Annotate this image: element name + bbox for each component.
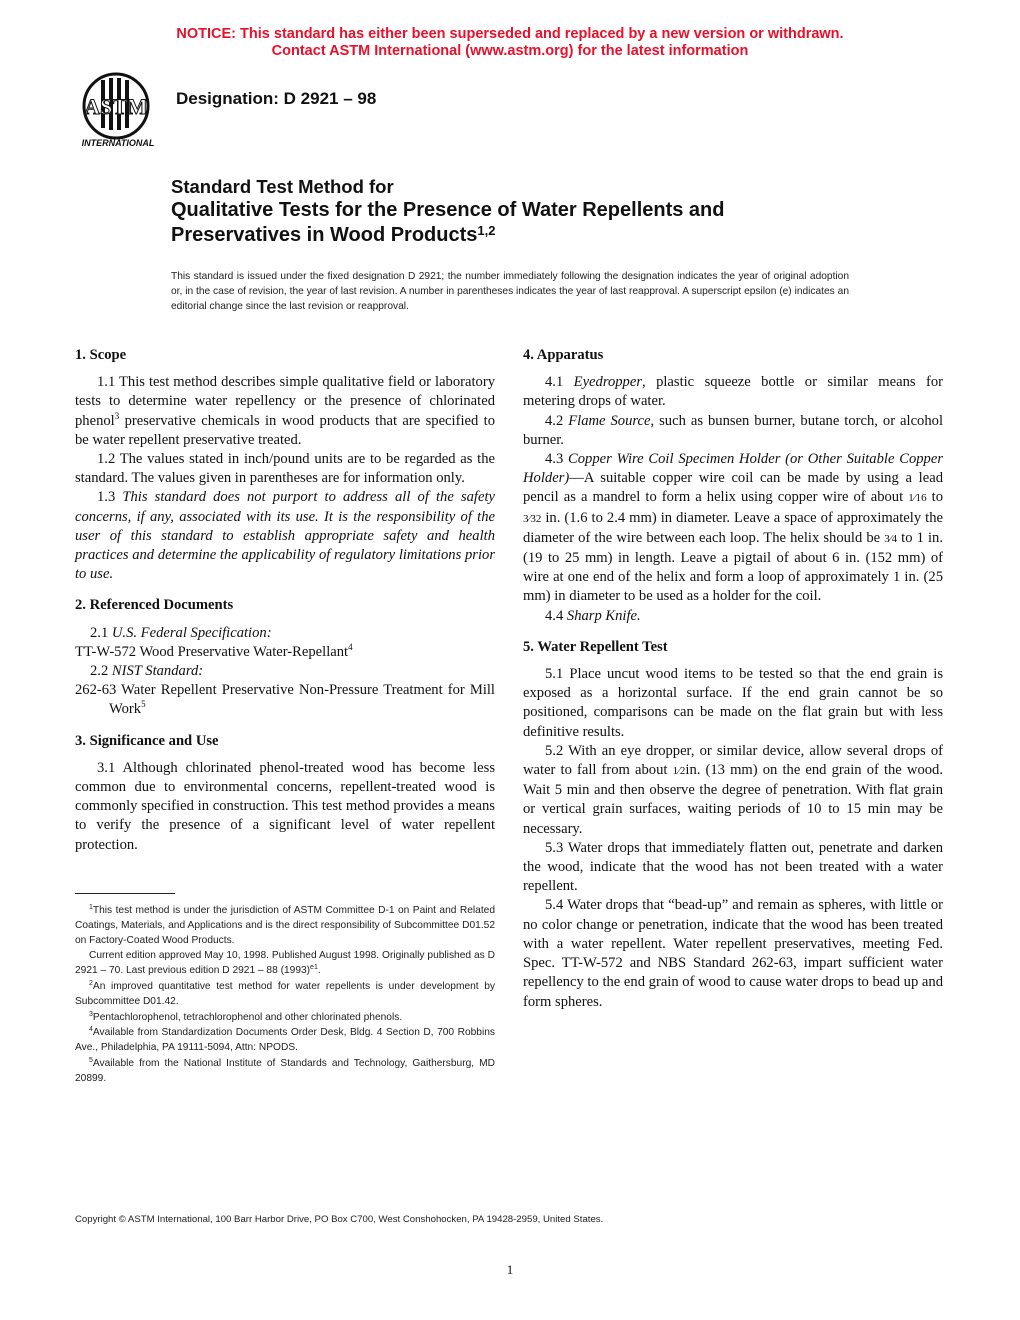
para-5-4: 5.4 Water drops that “bead-up” and remain as spheres, with little or no color change or penetration, indicate that the wood has been treated with a water repellent. Water repellent preservatives, meeting Fed. Spec. TT-W-572 and NBS Standard 262-63, impart sufficient water repellency to the end grain of wood to cause water drops to bead up and form spheres. — [523, 897, 943, 1010]
section-referenced-heading: 2. Referenced Documents — [75, 597, 234, 614]
para-5-2: 5.2 With an eye dropper, or similar device, allow several drops of water to fall from about 1⁄2in. (13 mm) on the end grain of the wood. Wait 5 min and then observe the degree of penetration. With flat grain or vertical grain surfaces, waiting periods of 10 to 15 min may be necessary. — [523, 742, 943, 837]
footnote-5: $^5$Available from the National Institute of Standards and Technology, Gaithersburg, MD 20899. — [75, 1056, 495, 1084]
page-number: 1 — [506, 1262, 514, 1277]
notice-line-1: NOTICE: This standard has either been superseded and replaced by a new version or withdrawn. — [176, 26, 844, 42]
section-water-test-heading: 5. Water Repellent Test — [523, 638, 668, 655]
section-significance-heading: 3. Significance and Use — [75, 732, 219, 749]
footnote-2: $^2$An improved quantitative test method for water repellents is under development by Subcommittee D01.42. — [75, 979, 495, 1007]
footnote-1: $^1$This test method is under the jurisdiction of ASTM Committee D-1 on Paint and Related Coatings, Materials, and Applications and is the direct responsibility of Subcommittee D01.52 on Factory-Coated Wood Products. — [75, 904, 495, 946]
para-1-3: 1.3 This standard does not purport to address all of the safety concerns, if any, associated with its use. It is the responsibility of the user of this standard to establish appropriate safety and health practices and determine the applicability of regulatory limitations prior to use. — [75, 489, 495, 583]
para-5-1: 5.1 Place uncut wood items to be tested so that the end grain is exposed as a horizontal surface. If the end grain cannot be so positioned, comparisons can be made on the flat grain but with less definitive results. — [523, 666, 943, 740]
footnote-4: $^4$Available from Standardization Documents Order Desk, Bldg. 4 Section D, 700 Robbins Ave., Philadelphia, PA 19111-5094, Attn: NPODS. — [75, 1026, 495, 1054]
ref-item-262-63: 262-63 Water Repellent Preservative Non-Pressure Treatment for Mill Work$^5$ — [75, 682, 495, 718]
section-scope-heading: 1. Scope — [75, 347, 127, 363]
para-4-1: 4.1 Eyedropper, plastic squeeze bottle or similar means for metering drops of water. — [523, 374, 943, 410]
svg-text:ASTM: ASTM — [84, 94, 148, 119]
logo-label: INTERNATIONAL — [81, 138, 155, 148]
para-5-3: 5.3 Water drops that immediately flatten out, penetrate and darken the wood, indicate that the wood has not been treated with a water repellent. — [523, 839, 943, 895]
para-1-1: 1.1 This test method describes simple qualitative field or laboratory tests to determine water repellency or the presence of chlorinated phenol$^3$ preservative chemicals in wood products that are specified to be water repellent preservative treated. — [75, 374, 495, 448]
para-1-2: 1.2 The values stated in inch/pound units are to be regarded as the standard. The values given in parentheses are for information only. — [75, 451, 495, 487]
ref-item-tt-w-572: TT-W-572 Wood Preservative Water-Repellant$^4$ — [75, 641, 353, 660]
notice-line-2: Contact ASTM International (www.astm.org) for the latest information — [271, 43, 749, 59]
para-4-3: 4.3 Copper Wire Coil Specimen Holder (or Other Suitable Copper Holder)—A suitable copper wire coil can be made by using a lead pencil as a mandrel to form a helix using copper wire of about 1⁄16 to 3⁄32 in. (1.6 to 2.4 mm) in diameter. Leave a space of approximately the diameter of the wire between each loop. The helix should be 3⁄4 to 1 in. (19 to 25 mm) in length. Leave a pigtail of about 6 in. (152 mm) of wire at one end of the helix and form a loop of approximately 1 in. (25 mm) in diameter to be used as a holder for the coil. — [523, 451, 944, 605]
title-footnote-marks: 1,2 — [477, 223, 496, 238]
astm-logo-icon — [76, 72, 160, 148]
section-apparatus-heading: 4. Apparatus — [523, 347, 604, 363]
footnote-1-edition: Current edition approved May 10, 1998. Published August 1998. Originally published as D 2921 – 70. Last previous edition D 2921 – 88 $(1993)^{e1}$. — [75, 950, 495, 977]
title-line-2-text: Preservatives in Wood Products — [171, 224, 478, 246]
footnote-divider — [75, 893, 175, 894]
ref-2-1: 2.1 U.S. Federal Specification: — [90, 624, 272, 641]
withdrawal-notice — [0, 26, 1020, 60]
para-4-4: 4.4 Sharp Knife. — [545, 607, 641, 624]
right-column — [523, 346, 943, 1012]
designation: Designation: D 2921 – 98 — [176, 89, 377, 108]
left-column — [75, 346, 495, 855]
copyright-line: Copyright © ASTM International, 100 Barr Harbor Drive, PO Box C700, West Conshohocken, PA 19428-2959, United States. — [75, 1214, 604, 1225]
ref-2-2: 2.2 NIST Standard: — [90, 663, 204, 680]
para-4-2: 4.2 Flame Source, such as bunsen burner, butane torch, or alcohol burner. — [523, 412, 944, 448]
title-prefix: Standard Test Method for — [171, 176, 394, 197]
preamble: This standard is issued under the fixed designation D 2921; the number immediately following the designation indicates the year of original adoption or, in the case of revision, the year of last revision. A number in parentheses indicates the year of last reapproval. A superscript epsilon (e) indicates an editorial change since the last revision or reapproval. — [171, 271, 849, 312]
title-line-1: Qualitative Tests for the Presence of Water Repellents and — [171, 199, 725, 221]
title-line-2 — [171, 223, 871, 248]
footnote-3: $^3$Pentachlorophenol, tetrachlorophenol and other chlorinated phenols. — [89, 1010, 403, 1023]
document-title — [171, 176, 871, 248]
para-3-1: 3.1 Although chlorinated phenol-treated wood has become less common due to environmental concerns, repellent-treated wood is commonly specified in construction. This test method provides a means to verify the presence of a significant level of water repellent protection. — [75, 759, 495, 853]
footnotes — [75, 904, 495, 1088]
